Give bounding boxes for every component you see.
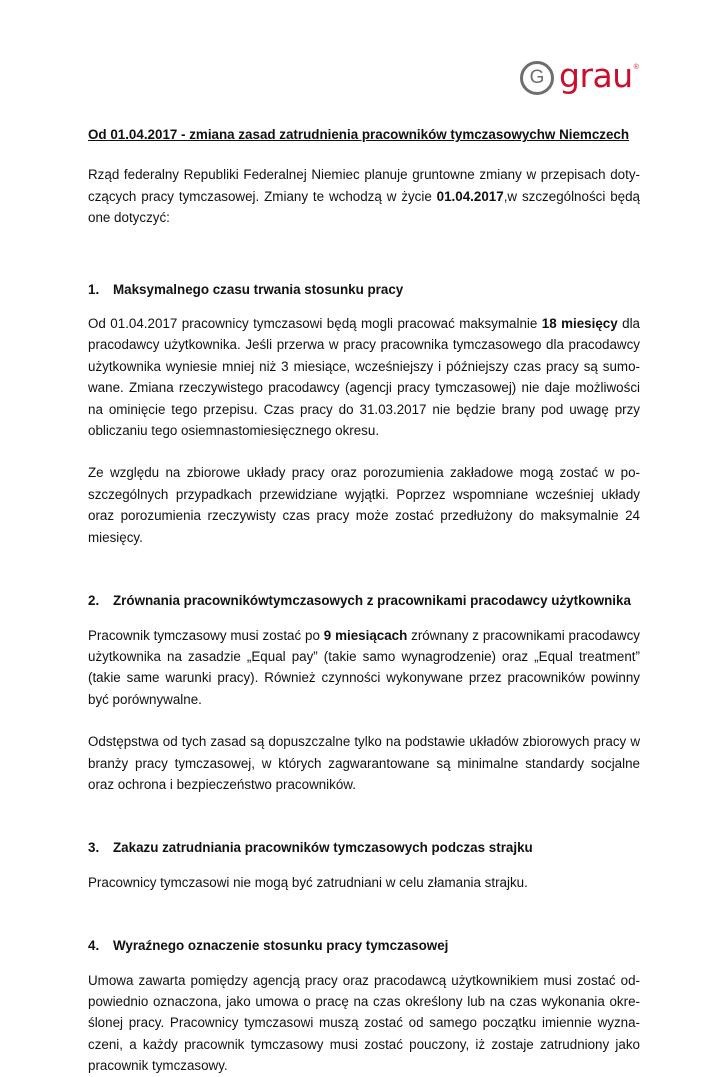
section-heading	[88, 837, 640, 858]
section-number: 3.	[88, 840, 100, 856]
grau-logo	[520, 55, 639, 98]
section-heading	[88, 590, 640, 611]
section-paragraph: Umowa zawarta pomiędzy agencją pracy oraz pracodawcą użytkownikiem musi zostać od- powiednio oznaczona, jako umowa o pracę na czas określony lub na czas wykonania okre- ślonej pracy. Pracownicy tymczasowi muszą zostać od samego początku imiennie wyzna- czeni, a każdy pracownik tymczasowy musi zostać pouczony, iż zostaje zatrudniony jako pracownik tymczasowy.	[88, 972, 640, 1074]
section-heading	[88, 935, 640, 956]
section-number: 2.	[88, 593, 100, 609]
effective-date: 01.04.2017	[436, 188, 504, 204]
logo-wordmark: grau	[559, 55, 633, 95]
section-paragraph: Pracownik tymczasowy musi zostać po 9 miesiącach zrównany z pracownikami pracodawcy użytkownika na zasadzie „Equal pay” (takie samo wynagrodzenie) oraz „Equal treatment” (takie same warunki pracy). Również czynności wykonywane przez pracowników powinny być porównywalne.	[88, 627, 640, 707]
section-title: Zakazu zatrudniania pracowników tymczasowych podczas strajku	[113, 840, 533, 856]
document-body	[88, 124, 640, 1077]
section-paragraph: Odstępstwa od tych zasad są dopuszczalne tylko na podstawie układów zbiorowych pracy w branży pracy tymczasowej, w których zagwarantowane są minimalne standardy socjalne oraz ochrona i bezpieczeństwo pracowników.	[88, 734, 640, 792]
section-number: 4.	[88, 938, 100, 954]
section-title: Maksymalnego czasu trwania stosunku pracy	[113, 281, 404, 297]
section-paragraph: Od 01.04.2017 pracownicy tymczasowi będą mogli pracować maksymalnie 18 miesięcy dla pracodawcy użytkownika. Jeśli przerwa w pracy pracownika tymczasowego dla pracodawcy użytkownika wyniesie mniej niż 3 miesiące, wcześniejszy i późniejszy czas pracy są sumo- wane. Zmiana rzeczywistego pracodawcy (agencji pracy tymczasowej) nie daje możliwości na ominięcie tego przepisu. Czas pracy do 31.03.2017 nie będzie brany pod uwagę przy obliczaniu tego osiemnastomiesięcznego okresu.	[88, 316, 640, 439]
document-title: Od 01.04.2017 - zmiana zasad zatrudnienia pracowników tymczasowychw Niemczech	[88, 127, 630, 142]
section-paragraph: Pracownicy tymczasowi nie mogą być zatrudniani w celu złamania strajku.	[88, 874, 528, 890]
intro-paragraph: Rząd federalny Republiki Federalnej Niemiec planuje gruntowne zmiany w przepisach doty- czących pracy tymczasowej. Zmiany te wchodzą w życie 01.04.2017,w szczególności będą one dotyczyć:	[88, 167, 640, 226]
section-title: Wyraźnego oznaczenie stosunku pracy tymczasowej	[113, 938, 449, 954]
logo-mark-icon: G	[520, 61, 554, 95]
section-number: 1.	[88, 281, 100, 297]
section-heading	[88, 279, 640, 300]
section-paragraph: Ze względu na zbiorowe układy pracy oraz porozumienia zakładowe mogą zostać w po- szczególnych przypadkach przewidziane wyjątki. Poprzez wspomniane wcześniej układy oraz porozumienia rzeczywisty czas pracy może zostać przedłużony do maksymalnie 24 miesięcy.	[88, 465, 640, 545]
registered-mark: ®	[633, 64, 639, 71]
section-title: Zrównania pracownikówtymczasowych z pracownikami pracodawcy użytkownika	[113, 593, 631, 609]
